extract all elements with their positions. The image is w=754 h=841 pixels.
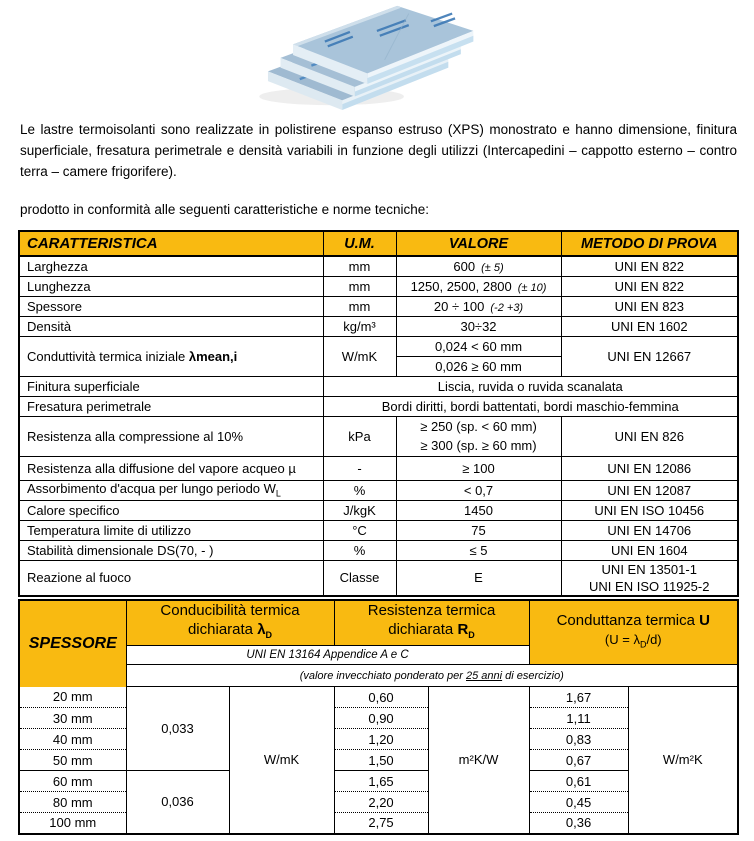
cell-valore: 1450 [396,500,561,520]
cell-spessore: 40 mm [19,729,126,750]
cell-um: mm [323,256,396,276]
lambda-mean-symbol: λmean,i [188,348,238,364]
subscript-L: L [275,488,281,499]
cell-label: Densità [19,316,323,336]
rd-symbol: $R_D$ [457,621,475,640]
cell-unit-resistenza: m²K/W [428,687,529,834]
cell-label: Resistenza alla diffusione del vapore acqueo µ [19,456,323,480]
header-spessore: SPESSORE [19,600,126,687]
cell-spessore: 50 mm [19,750,126,771]
cell-valore: ≥ 250 (sp. < 60 mm) ≥ 300 (sp. ≥ 60 mm) [396,416,561,456]
cell-metodo: UNI EN 12087 [561,480,738,500]
cell-rd: 1,65 [334,771,428,792]
intro-paragraph: Le lastre termoisolanti sono realizzate in polistirene espanso estruso (XPS) monostrato e hanno dimensione, finitura superficiale, fresatura perimetrale e densità variabili in funzione degli utilizzi (Intercapedini – cappotto esterno – contro terra – camere frigorifere). [20,122,737,179]
table-header-row [19,600,738,646]
xps-boards-illustration [235,2,515,110]
cell-um: % [323,480,396,500]
header-caratteristica: CARATTERISTICA [19,231,323,256]
u-formula: $(U = \lambda_D/d)$ [604,631,662,650]
cell-um: Classe [323,560,396,596]
cell-um: mm [323,276,396,296]
header-metodo: METODO DI PROVA [561,231,738,256]
table-header-row [19,231,738,256]
table-row [19,520,738,540]
cell-lambda-033: 0,033 [126,687,229,771]
cell-aged-note: (valore invecchiato ponderato per 25 anni di esercizio) [126,665,738,687]
cell-um: J/kgK [323,500,396,520]
cell-valore: 1250, 2500, 2800 (± 10) [396,276,561,296]
cell-metodo: UNI EN 14706 [561,520,738,540]
cell-label: Temperatura limite di utilizzo [19,520,323,540]
cell-u: 0,45 [529,792,628,813]
cell-um: kg/m³ [323,316,396,336]
cell-metodo: UNI EN 1604 [561,540,738,560]
cell-u: 0,36 [529,813,628,834]
cell-rd: 1,20 [334,729,428,750]
cell-unit-conduttanza: W/m²K [628,687,738,834]
cell-label: Stabilità dimensionale DS(70, - ) [19,540,323,560]
cell-metodo: UNI EN ISO 10456 [561,500,738,520]
u-symbol: U [699,611,710,629]
cell-metodo: UNI EN 823 [561,296,738,316]
header-valore: VALORE [396,231,561,256]
characteristics-table [18,230,739,597]
xps-boards-photo [235,2,515,110]
table-row [19,560,738,596]
cell-label: Reazione al fuoco [19,560,323,596]
table-row [19,296,738,316]
table-row [19,416,738,456]
cell-um: kPa [323,416,396,456]
tolerance-note: (± 5) [481,261,504,274]
cell-rd: 2,75 [334,813,428,834]
header-resistenza: Resistenza termica dichiarata $R_D$ [334,600,529,646]
cell-metodo: UNI EN 822 [561,276,738,296]
cell-label: Lunghezza [19,276,323,296]
table-row [19,456,738,480]
cell-metodo: UNI EN 1602 [561,316,738,336]
cell-label: Finitura superficiale [19,376,323,396]
cell-label: Resistenza alla compressione al 10% [19,416,323,456]
cell-valore: 600 (± 5) [396,256,561,276]
tolerance-note: (-2 +3) [490,301,524,314]
cell-valore: < 0,7 [396,480,561,500]
cell-spessore: 60 mm [19,771,126,792]
cell-valore-full: Liscia, ruvida o ruvida scanalata [323,376,738,396]
cell-valore: ≤ 5 [396,540,561,560]
cell-rd: 0,60 [334,687,428,708]
lambda-d-symbol: $\lambda_D$ [257,621,273,640]
cell-valore: ≥ 100 [396,456,561,480]
table-row [19,276,738,296]
tolerance-note: (± 10) [517,281,547,294]
cell-rd: 0,90 [334,708,428,729]
header-conduttanza: Conduttanza termica U $(U = \lambda_D/d)$ [529,600,738,665]
cell-u: 1,11 [529,708,628,729]
cell-label: Larghezza [19,256,323,276]
thickness-table [18,599,739,835]
cell-norma: UNI EN 13164 Appendice A e C [126,646,529,665]
table-row [19,376,738,396]
cell-label: Spessore [19,296,323,316]
table-row [19,687,738,708]
cell-rd: 1,50 [334,750,428,771]
cell-label: Calore specifico [19,500,323,520]
table-row [19,540,738,560]
conformity-line: prodotto in conformità alle seguenti caratteristiche e norme tecniche: [20,202,429,217]
table-row [19,480,738,500]
cell-um: - [323,456,396,480]
table-row [19,500,738,520]
cell-unit-lambda: W/mK [229,687,334,834]
header-conducibilita: Conducibilità termica dichiarata $\lambda_D$ [126,600,334,646]
cell-valore-sotto: 0,026 ≥ 60 mm [396,356,561,376]
cell-label: Fresatura perimetrale [19,396,323,416]
cell-rd: 2,20 [334,792,428,813]
cell-u: 0,67 [529,750,628,771]
cell-metodo: UNI EN 826 [561,416,738,456]
cell-spessore: 30 mm [19,708,126,729]
cell-valore-full: Bordi diritti, bordi battentati, bordi maschio-femmina [323,396,738,416]
cell-metodo: UNI EN 13501-1 UNI EN ISO 11925-2 [561,560,738,596]
table-row [19,396,738,416]
table-row [19,665,738,687]
table-row [19,336,738,356]
header-um: U.M. [323,231,396,256]
cell-metodo: UNI EN 12667 [561,336,738,376]
cell-metodo: UNI EN 822 [561,256,738,276]
cell-spessore: 20 mm [19,687,126,708]
cell-um: °C [323,520,396,540]
cell-valore: 20 ÷ 100 (-2 +3) [396,296,561,316]
cell-valore: E [396,560,561,596]
cell-valore: 75 [396,520,561,540]
cell-u: 0,61 [529,771,628,792]
cell-valore-sopra: 0,024 < 60 mm [396,336,561,356]
cell-um: % [323,540,396,560]
cell-label: Conduttività termica iniziale λmean,i [19,336,323,376]
cell-spessore: 80 mm [19,792,126,813]
cell-metodo: UNI EN 12086 [561,456,738,480]
aged-years: 25 anni [466,669,503,682]
cell-um: W/mK [323,336,396,376]
cell-u: 1,67 [529,687,628,708]
table-row [19,316,738,336]
table-row [19,256,738,276]
cell-um: mm [323,296,396,316]
cell-lambda-036: 0,036 [126,771,229,834]
cell-spessore: 100 mm [19,813,126,834]
cell-label: Assorbimento d'acqua per lungo periodo $W_L$ [19,480,323,500]
cell-valore: 30÷32 [396,316,561,336]
cell-u: 0,83 [529,729,628,750]
